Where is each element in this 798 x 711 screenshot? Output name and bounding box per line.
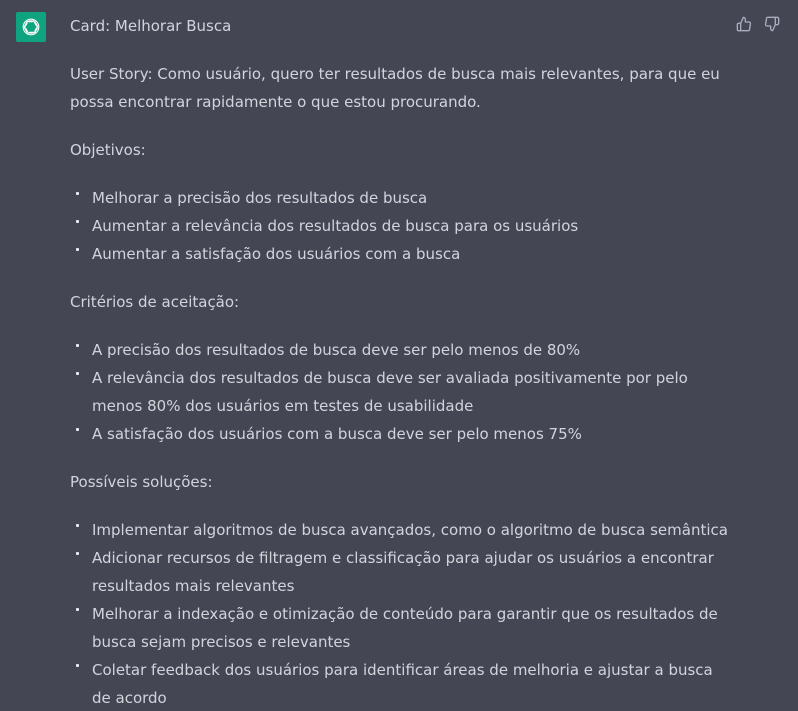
criteria-heading: Critérios de aceitação: bbox=[70, 293, 240, 311]
thumbs-up-button[interactable] bbox=[735, 15, 753, 33]
list-item: A satisfação dos usuários com a busca deve ser pelo menos 75% bbox=[70, 420, 730, 448]
objectives-heading: Objetivos: bbox=[70, 141, 146, 159]
solutions-heading: Possíveis soluções: bbox=[70, 473, 213, 491]
list-item: Aumentar a satisfação dos usuários com a busca bbox=[70, 240, 730, 268]
list-item: A precisão dos resultados de busca deve ser pelo menos de 80% bbox=[70, 336, 730, 364]
list-item: Melhorar a precisão dos resultados de busca bbox=[70, 184, 730, 212]
list-item: Coletar feedback dos usuários para identificar áreas de melhoria e ajustar a busca de acordo bbox=[70, 656, 730, 711]
thumbs-down-button[interactable] bbox=[763, 15, 781, 33]
message-content bbox=[70, 12, 730, 711]
solutions-list bbox=[70, 516, 730, 711]
list-item: Implementar algoritmos de busca avançados, como o algoritmo de busca semântica bbox=[70, 516, 730, 544]
card-title: Card: Melhorar Busca bbox=[70, 17, 232, 35]
criteria-list bbox=[70, 336, 730, 448]
list-item: Adicionar recursos de filtragem e classificação para ajudar os usuários a encontrar resultados mais relevantes bbox=[70, 544, 730, 600]
list-item: Aumentar a relevância dos resultados de busca para os usuários bbox=[70, 212, 730, 240]
user-story: User Story: Como usuário, quero ter resultados de busca mais relevantes, para que eu possa encontrar rapidamente o que estou procurando. bbox=[70, 65, 720, 111]
feedback-buttons bbox=[735, 15, 781, 33]
list-item: Melhorar a indexação e otimização de conteúdo para garantir que os resultados de busca sejam precisos e relevantes bbox=[70, 600, 730, 656]
assistant-avatar bbox=[16, 12, 46, 42]
objectives-list bbox=[70, 184, 730, 268]
thumbs-down-icon bbox=[764, 16, 780, 32]
list-item: A relevância dos resultados de busca deve ser avaliada positivamente por pelo menos 80% dos usuários em testes de usabilidade bbox=[70, 364, 730, 420]
thumbs-up-icon bbox=[736, 16, 752, 32]
openai-logo-icon bbox=[20, 16, 42, 38]
